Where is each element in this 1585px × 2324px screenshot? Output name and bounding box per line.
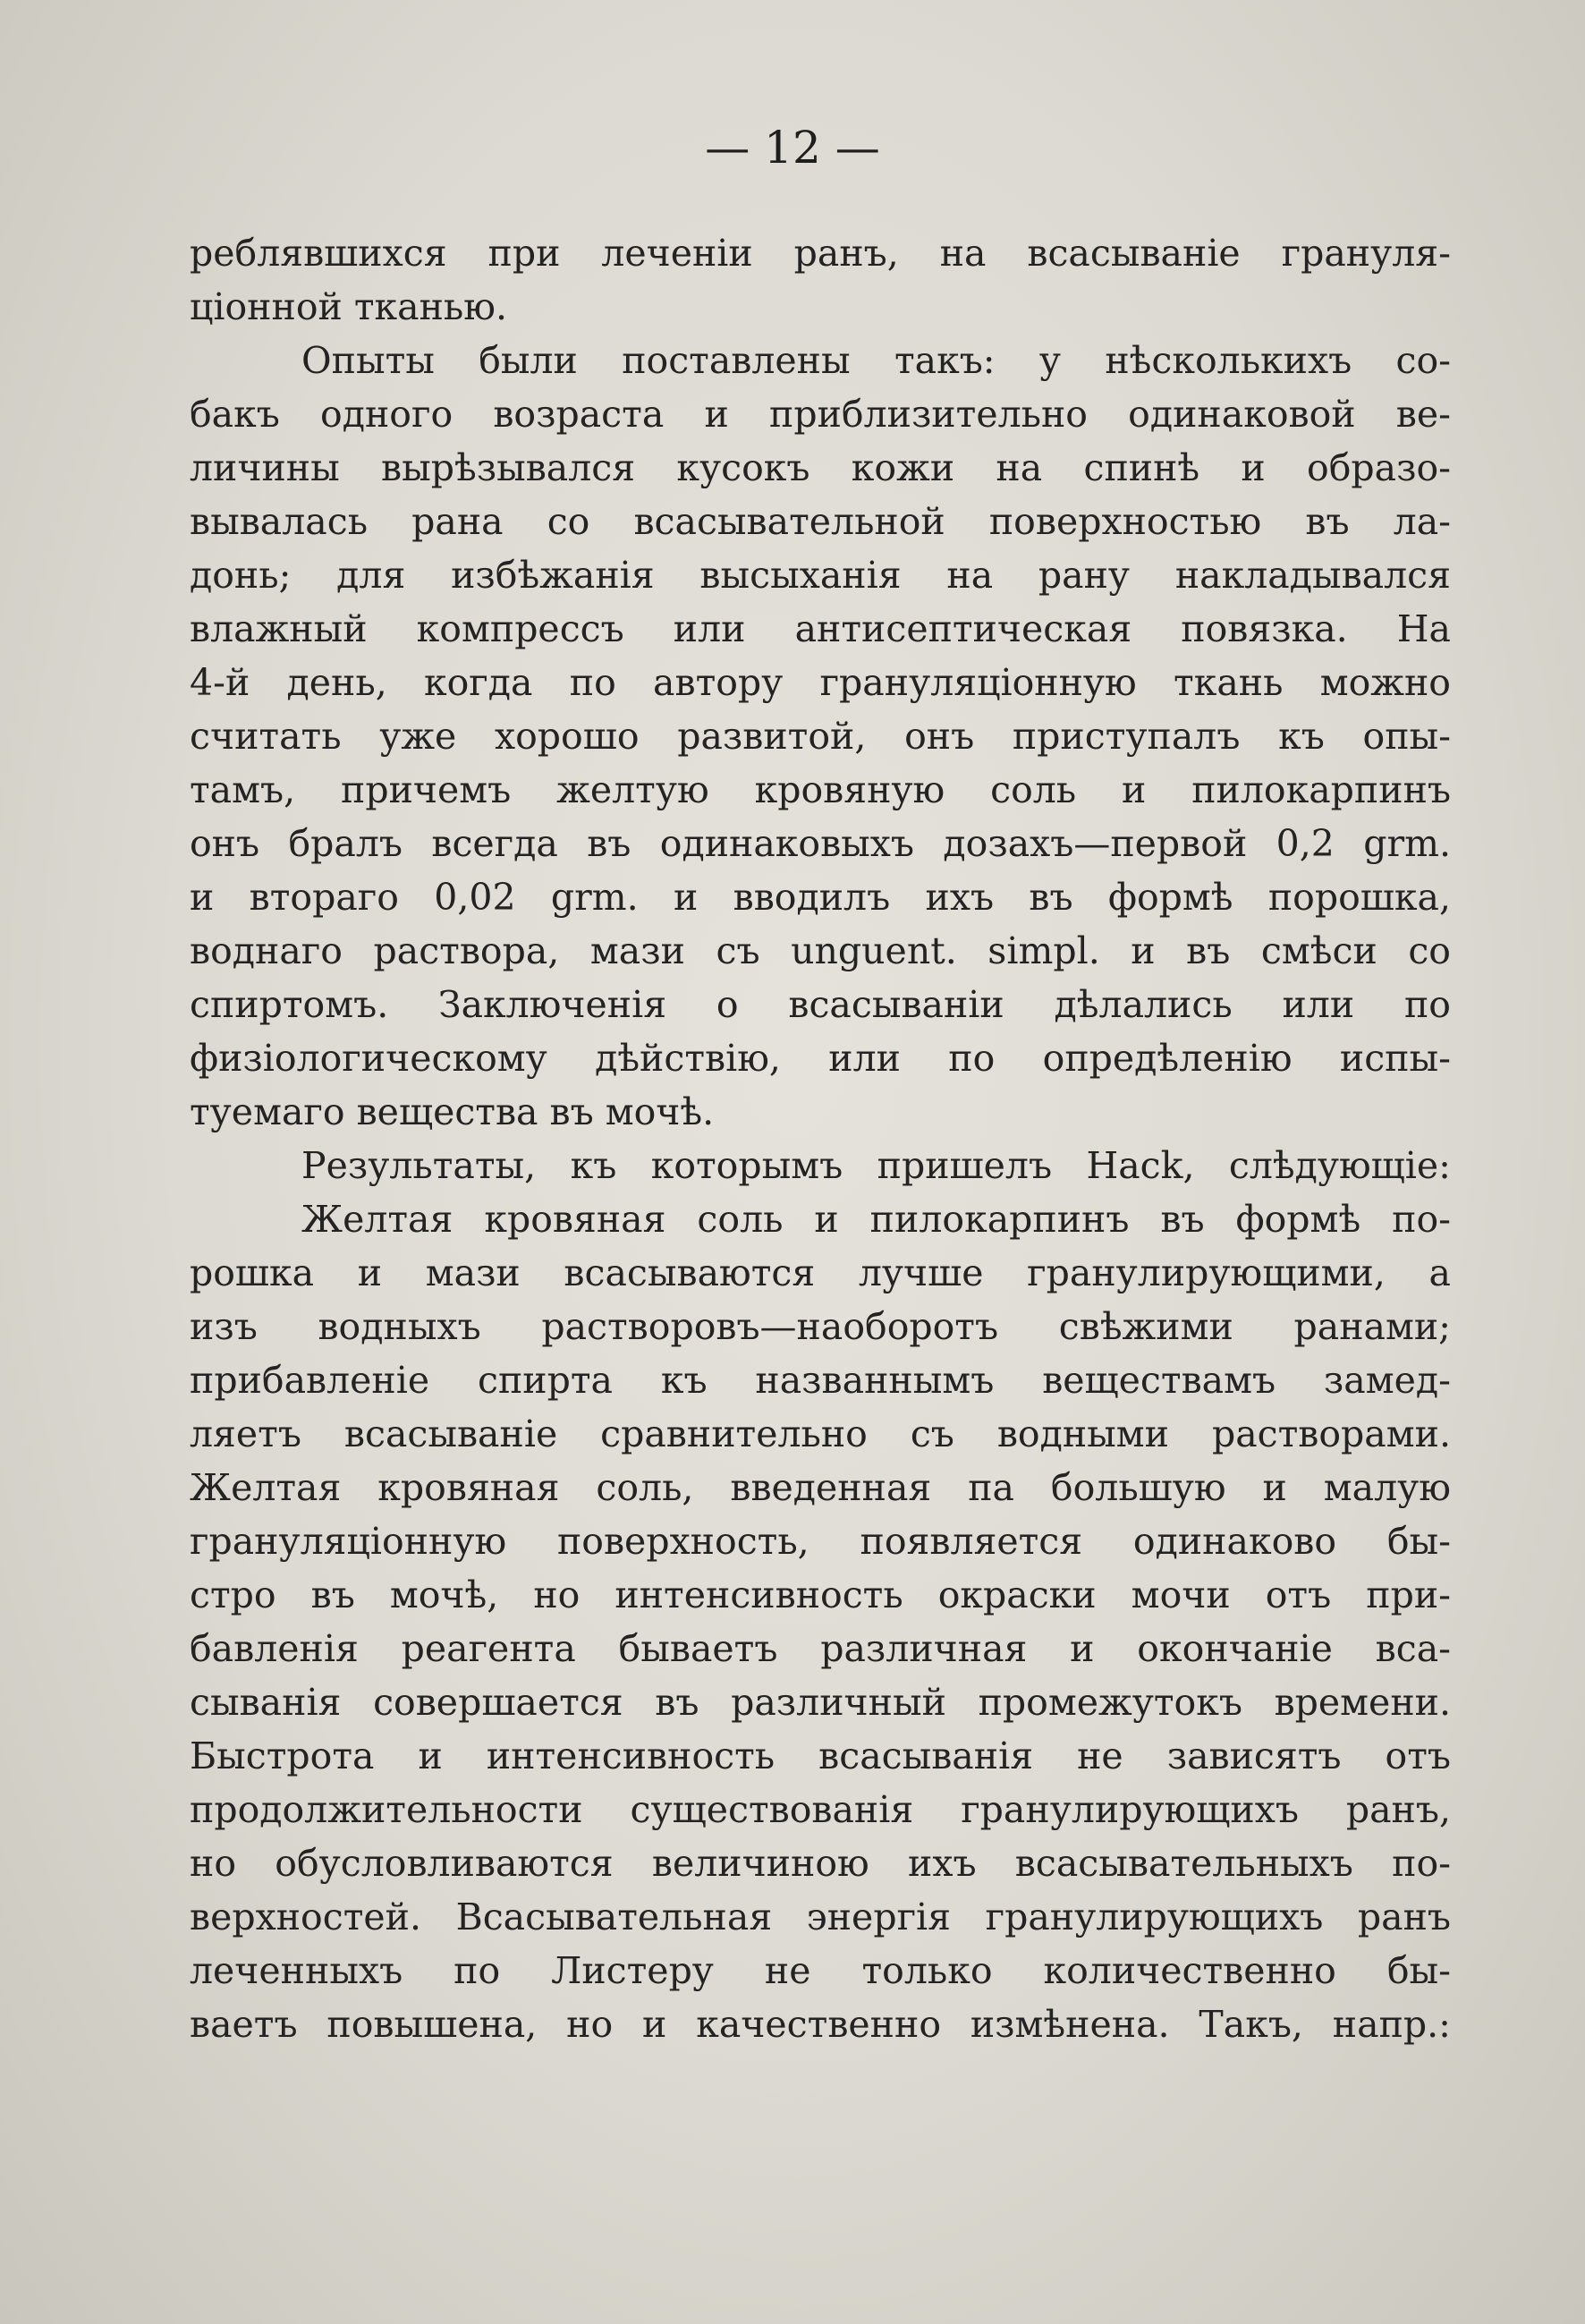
text-line: онъ бралъ всегда въ одинаковыхъ дозахъ—первой 0,2 grm. <box>190 822 1451 865</box>
text-line: Опыты были поставлены такъ: у нѣсколькихъ со- <box>301 339 1451 382</box>
text-line: сыванія совершается въ различный промежутокъ времени. <box>190 1681 1451 1724</box>
text-line: бакъ одного возраста и приблизительно одинаковой ве- <box>190 393 1451 436</box>
text-line: воднаго раствора, мази съ unguent. simpl. и въ смѣси со <box>190 929 1451 972</box>
text-line: ціонной тканью. <box>190 285 507 328</box>
text-line: стро въ мочѣ, но интенсивность окраски мочи отъ при- <box>190 1573 1451 1616</box>
text-line: бавленія реагента бываетъ различная и окончаніе вса- <box>190 1627 1451 1670</box>
text-line: Быстрота и интенсивность всасыванія не зависятъ отъ <box>190 1735 1451 1777</box>
text-line: рошка и мази всасываются лучше гранулирующими, а <box>190 1251 1451 1294</box>
text-line: изъ водныхъ растворовъ—наоборотъ свѣжими ранами; <box>190 1305 1451 1348</box>
text-line: Результаты, къ которымъ пришелъ Hack, слѣдующіе: <box>301 1144 1451 1187</box>
text-line: туемаго вещества въ мочѣ. <box>190 1090 715 1133</box>
text-line: вывалась рана со всасывательной поверхностью въ ла- <box>190 500 1451 543</box>
text-line: ляетъ всасываніе сравнительно съ водными растворами. <box>190 1412 1451 1455</box>
text-line: 4-й день, когда по автору грануляціонную ткань можно <box>190 661 1451 704</box>
text-line: верхностей. Всасывательная энергія гранулирующихъ ранъ <box>190 1896 1451 1938</box>
text-line: донь; для избѣжанія высыханія на рану накладывался <box>190 554 1451 597</box>
page-text <box>190 226 1451 2051</box>
text-line: Желтая кровяная соль и пилокарпинъ въ формѣ по- <box>301 1198 1451 1241</box>
text-line: грануляціонную поверхность, появляется одинаково бы- <box>190 1520 1451 1563</box>
text-line: реблявшихся при леченіи ранъ, на всасываніе грануля- <box>190 232 1451 275</box>
text-line: Желтая кровяная соль, введенная па большую и малую <box>190 1466 1451 1509</box>
text-line: спиртомъ. Заключенія о всасываніи дѣлались или по <box>190 983 1451 1026</box>
text-line: продолжительности существованія гранулирующихъ ранъ, <box>190 1788 1451 1831</box>
text-line: но обусловливаются величиною ихъ всасывательныхъ по- <box>190 1842 1451 1885</box>
page-number: — 12 — <box>705 122 880 174</box>
text-line: прибавленіе спирта къ названнымъ веществамъ замед- <box>190 1359 1451 1402</box>
text-line: влажный компрессъ или антисептическая повязка. На <box>190 607 1451 650</box>
text-line: леченныхъ по Листеру не только количественно бы- <box>190 1949 1451 1992</box>
text-line: считать уже хорошо развитой, онъ приступалъ къ опы- <box>190 715 1451 758</box>
text-line: физіологическому дѣйствію, или по опредѣленію испы- <box>190 1037 1451 1080</box>
text-line: ваетъ повышена, но и качественно измѣнена. Такъ, напр.: <box>190 2003 1451 2046</box>
text-line: тамъ, причемъ желтую кровяную соль и пилокарпинъ <box>190 768 1451 811</box>
text-line: личины вырѣзывался кусокъ кожи на спинѣ и образо- <box>190 446 1451 489</box>
text-line: и втораго 0,02 grm. и вводилъ ихъ въ формѣ порошка, <box>190 876 1451 919</box>
